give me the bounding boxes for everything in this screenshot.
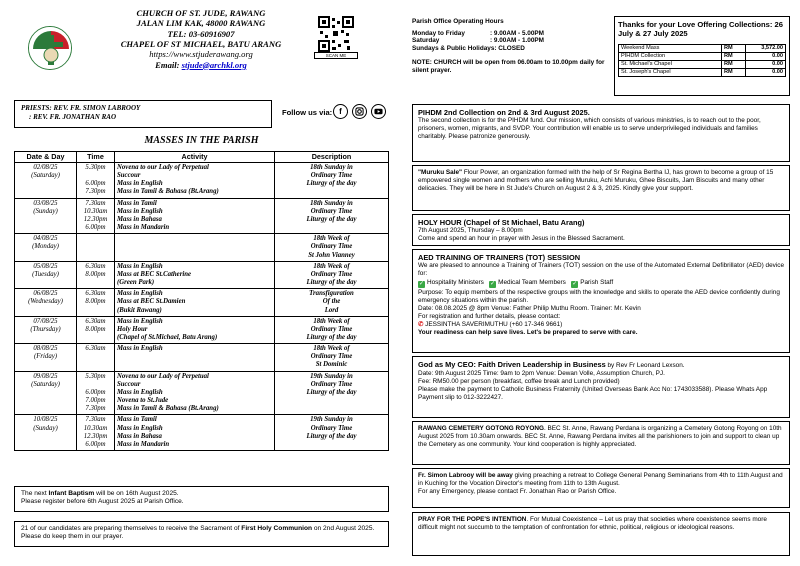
mass-activities: Mass in English Mass at BEC St.Catherine (Green Park) [115, 261, 275, 288]
table-row: St. Michael's Chapel RM 0.00 [619, 60, 786, 68]
table-row [15, 316, 389, 343]
church-name: CHURCH OF ST. JUDE, RAWANG [136, 8, 266, 18]
mass-description: 18th Sunday in Ordinary Time Liturgy of the day [275, 163, 389, 199]
masses-title: MASSES IN THE PARISH [144, 135, 259, 146]
mass-date: 10/08/25 (Sunday) [15, 415, 77, 451]
table-row [15, 289, 389, 316]
away-notice: Fr. Simon Labrooy will be away giving preaching a retreat to College General Penang Seminarians from 4th to 11th August and in Kuching for the Vocation Director's meeting from 11th to 13th August. For any Emergency, please contact Fr. Jonathan Rao or Parish Office. [412, 468, 790, 508]
church-address: JALAN LIM KAK, 48000 RAWANG [136, 18, 266, 29]
mass-activities: Novena to our Lady of Perpetual Succour Mass in English Mass in Tamil & Bahasa (Bt.Arang) [115, 163, 275, 199]
gotong-royong-notice: RAWANG CEMETERY GOTONG ROYONG. BEC St. Anne, Rawang Perdana is organizing a Cemetery Gotong Royong on 10th August 2025 from 10.30am onwards. BEC St. Anne, Rawang Perdana invites all the parishioners to join and support to clean up the Cemetery as one community. Your kind cooperation is highly appreciated. [412, 421, 790, 465]
col-activity: Activity [115, 152, 275, 163]
mass-times: 6.30am 8.00pm [77, 316, 115, 343]
table-row [15, 198, 389, 234]
mass-times: 6.30am 8.00pm [77, 289, 115, 316]
aed-notice: AED TRAINING OF TRAINERS (TOT) SESSION We are pleased to announce a Training of Trainers (TOT) session on the use of the Automated External Defibrillator (AED) device for: ✓ Hospitality Ministers ✓ Medical Team Members ✓ Parish Staff Purpose: To equip members of the respective groups with the knowledge and skills to operate the AED device confidently during emergency situations within the parish. Date: 08.08.2025 @ 8pm Venue: Father Philip Muthu Room. Trainer: Mr. Kevin For registration and further details, please contact: ✆ JESSINTHA SAVERIMUTHU (+60 17-346 9661) Your readiness can help save lives. Let's be prepared to serve with care. [412, 249, 790, 353]
holy-hour-notice: HOLY HOUR (Chapel of St Michael, Batu Arang) 7th August 2025, Thursday – 8.00pm Come and spend an hour in prayer with Jesus in the Blessed Sacrament. [412, 214, 790, 246]
mass-activities: Mass in Tamil Mass in English Mass in Bahasa Mass in Mandarin [115, 415, 275, 451]
pope-intention-notice: PRAY FOR THE POPE'S INTENTION. For Mutual Coexistence – Let us pray that societies where coexistence seems more difficult might not succumb to the temptation of confrontation for ethnic, political, religious or ideological reasons. [412, 512, 790, 556]
mass-times: 7.30am 10.30am 12.30pm 6.00pm [77, 415, 115, 451]
masses-table [14, 151, 389, 451]
mass-date: 04/08/25 (Monday) [15, 234, 77, 261]
qr-code-icon[interactable] [318, 16, 354, 52]
church-tel: TEL: 03-60916907 [167, 28, 235, 39]
scan-me-label: SCAN ME [314, 52, 358, 59]
mass-date: 03/08/25 (Sunday) [15, 198, 77, 234]
mass-date: 08/08/25 (Friday) [15, 344, 77, 371]
chapel-name: CHAPEL OF ST MICHAEL, BATU ARANG [120, 38, 282, 49]
left-page [14, 8, 389, 540]
mass-description: 18th Sunday in Ordinary Time Liturgy of the day [275, 198, 389, 234]
contact-phone[interactable]: JESSINTHA SAVERIMUTHU (+60 17-346 9661) [425, 321, 563, 329]
mass-activities: Mass in English [115, 344, 275, 371]
mass-times: 5.30pm 6.00pm 7.00pm 7.30pm [77, 371, 115, 415]
office-note: NOTE: CHURCH will be open from 06.00am to 10.00pm daily for silent prayer. [412, 59, 605, 74]
offering-box [614, 16, 790, 96]
mass-times: 6.30am [77, 344, 115, 371]
mass-description: 18th Week of Ordinary Time Liturgy of the day [275, 316, 389, 343]
mass-date: 07/08/25 (Thursday) [15, 316, 77, 343]
col-description: Description [275, 152, 389, 163]
table-row: Weekend Mass RM 3,572.00 [619, 44, 786, 52]
table-row [15, 344, 389, 371]
mass-times [77, 234, 115, 261]
office-hours: Parish Office Operating Hours Monday to Friday : 9.00AM - 5.00PM Saturday : 9.00AM - 1.00PM Sundays & Public Holidays: CLOSED NOTE: CHURCH will be open from 06.00am to 10.00pm daily for silent prayer. [412, 18, 610, 74]
table-row [15, 261, 389, 288]
mass-description: Transfiguration Of the Lord [275, 289, 389, 316]
youtube-icon[interactable] [371, 104, 386, 119]
mass-description: 18th Week of Ordinary Time Liturgy of the day [275, 261, 389, 288]
priest-2: : REV. FR. JONATHAN RAO [29, 113, 117, 122]
mass-activities: Mass in English Holy Hour (Chapel of St.Michael, Batu Arang) [115, 316, 275, 343]
table-row: St. Joseph's Chapel RM 0.00 [619, 68, 786, 76]
table-row [15, 163, 389, 199]
check-icon: ✓ [418, 281, 425, 288]
church-header [14, 8, 389, 96]
pihdm-notice: PIHDM 2nd Collection on 2nd & 3rd August 2025. The second collection is for the PIHDM fund. Our mission, which consists of various ministries, is to reach out to the poor, prisoners, women, migrants, and SVDP. Your contribution will enable us to serve underprivileged individuals and families charitably. Please patronize generously. [412, 104, 790, 162]
email-label: Email: [155, 59, 180, 70]
mass-date: 09/08/25 (Saturday) [15, 371, 77, 415]
mass-times: 6.30am 8.00pm [77, 261, 115, 288]
priest-1: PRIESTS: REV. FR. SIMON LABROOY [21, 104, 141, 112]
mass-times: 5.30pm 6.00pm 7.30pm [77, 163, 115, 199]
church-logo-icon [28, 26, 72, 70]
mass-description: 18th Week of Ordinary Time St John Vianney [275, 234, 389, 261]
mass-activities: Novena to our Lady of Perpetual Succour Mass in English Novena to St.Jude Mass in Tamil & Bahasa (Bt.Arang) [115, 371, 275, 415]
offering-table [618, 44, 786, 77]
church-email-link[interactable]: stjude@archkl.org [181, 59, 247, 70]
facebook-icon[interactable]: f [333, 104, 348, 119]
church-info [86, 8, 316, 70]
check-icon: ✓ [572, 281, 578, 288]
offering-title: Thanks for your Love Offering Collections: 26 July & 27 July 2025 [618, 20, 783, 39]
mass-activities: Mass in Tamil Mass in English Mass in Bahasa Mass in Mandarin [115, 198, 275, 234]
ceo-notice: God as My CEO: Faith Driven Leadership in Business by Rev Fr Leonard Lexson. Date: 9th August 2025 Time: 9am to 2pm Venue: Dewan Volle, Assumption Church, PJ. Fee: RM50.00 per person (breakfast, coffee break and Lunch provided) Please make the payment to Catholic Business Fraternity (United Overseas Bank Acc No: 1743033588). Please Whats App Payment slip to 012-3222427. [412, 356, 790, 418]
communion-notice: 21 of our candidates are preparing themselves to receive the Sacrament of First Holy Communion on 2nd August 2025. Please do keep them in our prayer. [14, 521, 389, 547]
table-row [15, 234, 389, 261]
col-date: Date & Day [15, 152, 77, 163]
mass-description: 19th Sunday in Ordinary Time Liturgy of the day [275, 415, 389, 451]
table-row [15, 415, 389, 451]
mass-activities [115, 234, 275, 261]
col-time: Time [77, 152, 115, 163]
mass-times: 7.30am 10.30am 12.30pm 6.00pm [77, 198, 115, 234]
table-row: PIHDM Collection RM 0.00 [619, 52, 786, 60]
table-row [15, 371, 389, 415]
office-title: Parish Office Operating Hours [412, 18, 504, 25]
follow-label: Follow us via: [282, 108, 333, 117]
baptism-notice: The next Infant Baptism will be on 16th August 2025. Please register before 6th August 2025 at Parish Office. [14, 486, 389, 512]
mass-description: 18th Week of Ordinary Time St Dominic [275, 344, 389, 371]
instagram-icon[interactable] [352, 104, 367, 119]
priests-box [14, 100, 272, 128]
mass-date: 02/08/25 (Saturday) [15, 163, 77, 199]
phone-icon: ✆ [418, 321, 424, 329]
mass-activities: Mass in English Mass at BEC St.Damien (Bukit Rawang) [115, 289, 275, 316]
church-website[interactable]: https://www.stjuderawang.org [149, 49, 253, 60]
mass-description: 19th Sunday in Ordinary Time Liturgy of the day [275, 371, 389, 415]
check-icon: ✓ [490, 281, 496, 288]
mass-date: 06/08/25 (Wednesday) [15, 289, 77, 316]
mass-date: 05/08/25 (Tuesday) [15, 261, 77, 288]
muruku-notice: "Muruku Sale" Flour Power, an organization formed with the help of Sr Regina Bertha IJ, has grown to become a group of 15 empowered single women and mothers who are selling Muruku, Achi Muruku, Ghee Biscuits, Jam Biscuits and many other delicacies. They will be here in St Jude's Church on August 2 & 3, 2025. Kindly give your support. [412, 165, 790, 211]
